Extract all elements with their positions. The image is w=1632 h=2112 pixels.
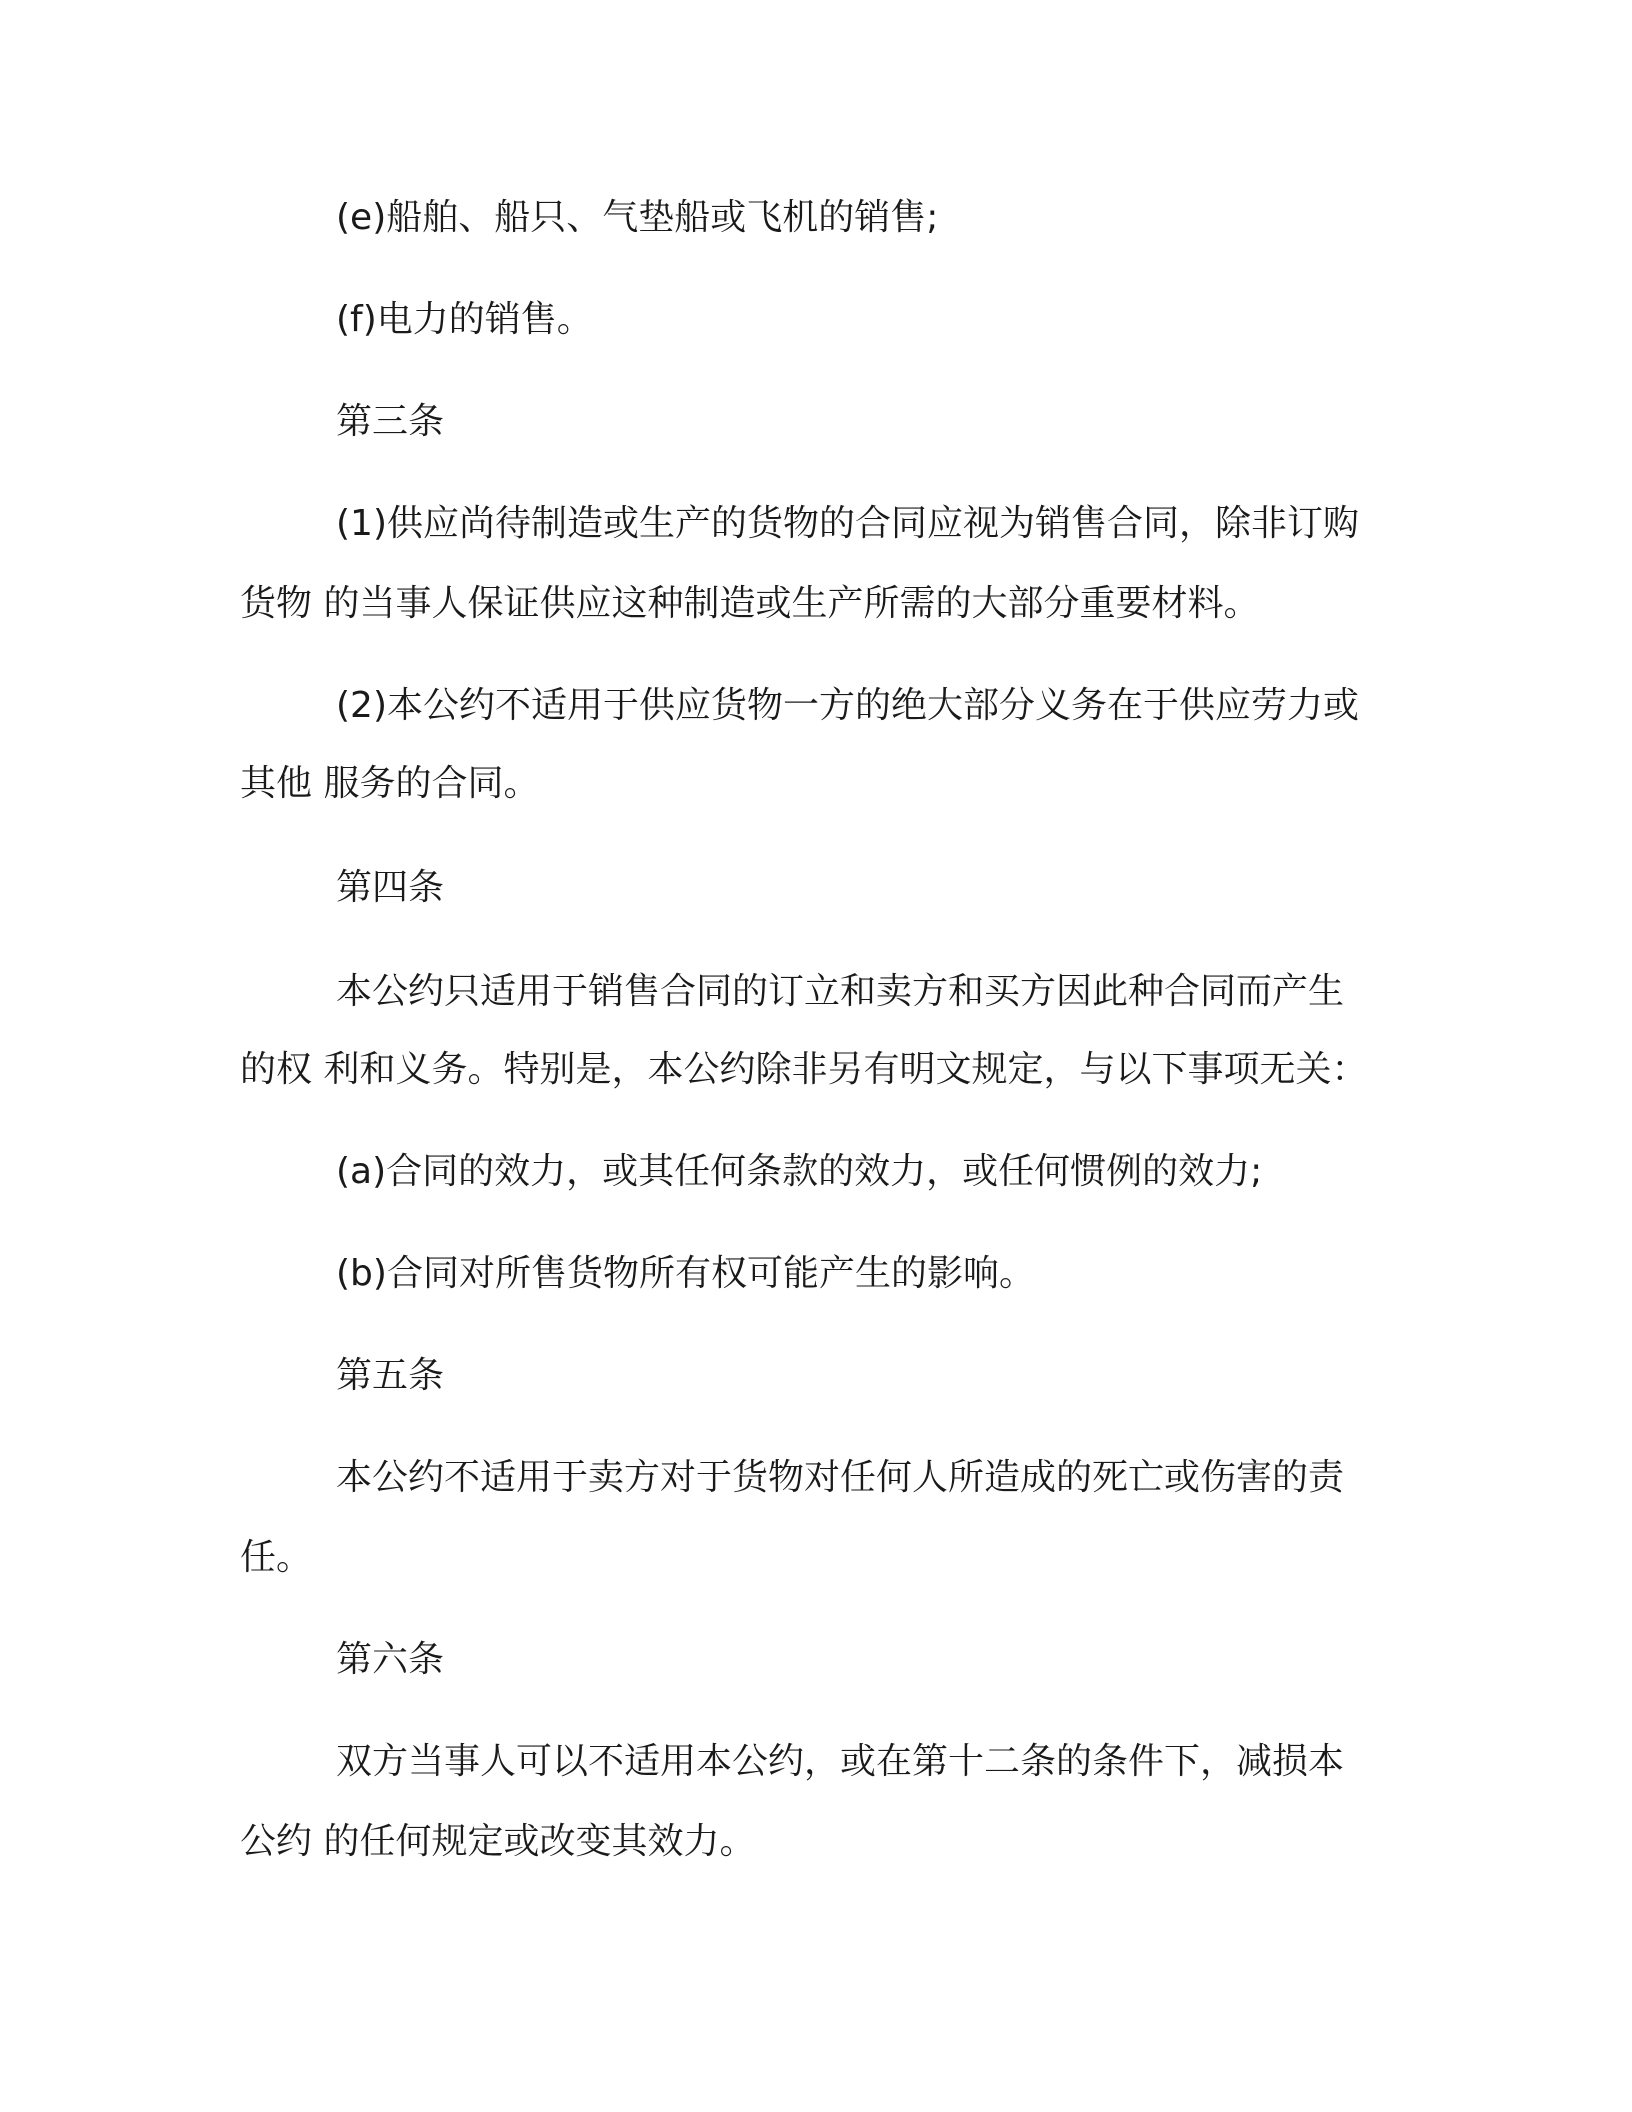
clause-e-line: (e)船舶、船只、气垫船或飞机的销售; [336, 197, 939, 238]
article-6-para-line-1: 双方当事人可以不适用本公约，或在第十二条的条件下，减损本 [336, 1741, 1345, 1782]
article-6-heading: 第六条 [336, 1639, 445, 1680]
article-3-para-2-line-1: (2)本公约不适用于供应货物一方的绝大部分义务在于供应劳力或 [336, 685, 1359, 726]
article-4-para-line-2: 的权 利和义务。特别是，本公约除非另有明文规定，与以下事项无关： [240, 1049, 1368, 1090]
clause-a-line: (a)合同的效力，或其任何条款的效力，或任何惯例的效力; [336, 1151, 1263, 1192]
clause-b-line: (b)合同对所售货物所有权可能产生的影响。 [336, 1253, 1035, 1294]
article-3-heading: 第三条 [336, 401, 445, 442]
article-5-para-line-1: 本公约不适用于卖方对于货物对任何人所造成的死亡或伤害的责 [336, 1457, 1345, 1498]
article-3-para-2-line-2: 其他 服务的合同。 [240, 763, 540, 804]
article-4-heading: 第四条 [336, 867, 445, 908]
article-5-heading: 第五条 [336, 1355, 445, 1396]
article-3-para-1-line-1: (1)供应尚待制造或生产的货物的合同应视为销售合同，除非订购 [336, 503, 1359, 544]
article-5-para-line-2: 任。 [240, 1537, 313, 1578]
article-3-para-1-line-2: 货物 的当事人保证供应这种制造或生产所需的大部分重要材料。 [240, 583, 1260, 624]
clause-f-line: (f)电力的销售。 [336, 299, 593, 340]
article-6-para-line-2: 公约 的任何规定或改变其效力。 [240, 1821, 756, 1862]
article-4-para-line-1: 本公约只适用于销售合同的订立和卖方和买方因此种合同而产生 [336, 971, 1345, 1012]
